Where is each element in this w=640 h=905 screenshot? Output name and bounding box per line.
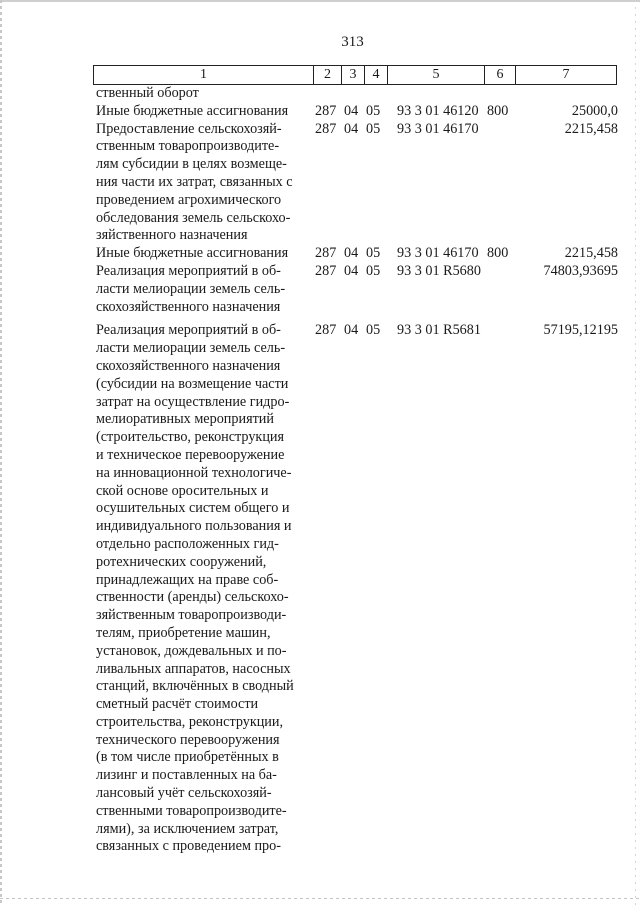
- amount: 25000,0: [571, 102, 618, 119]
- code-grbs: 287: [315, 262, 337, 279]
- scan-edge-bottom: [0, 898, 640, 899]
- description-line: принадлежащих на праве соб-: [96, 571, 279, 588]
- description-line: Предоставление сельскохозяй-: [96, 120, 282, 137]
- row-description: [96, 85, 306, 103]
- amount: 2215,458: [564, 120, 618, 137]
- page-number: 313: [341, 34, 364, 50]
- description-line: Реализация мероприятий в об-: [96, 322, 281, 339]
- code-grbs: 287: [315, 245, 337, 262]
- code-expense-type: 800: [487, 245, 509, 262]
- row-description: [96, 245, 306, 263]
- description-line: технического перевооружения: [96, 731, 280, 748]
- code-section: 04: [344, 262, 359, 279]
- row-description: [96, 322, 306, 856]
- description-line: лям субсидии в целях возмеще-: [96, 156, 287, 173]
- description-line: ственный оборот: [96, 85, 199, 101]
- description-line: связанных с проведением про-: [96, 838, 281, 855]
- code-subsection: 05: [366, 262, 381, 279]
- code-target-article: 93 3 01 46170: [397, 120, 479, 137]
- description-line: ласти мелиорации земель сель-: [96, 280, 286, 297]
- description-line: индивидуального пользования и: [96, 518, 292, 535]
- column-header-6: 6: [485, 66, 516, 85]
- code-section: 04: [344, 120, 359, 137]
- code-grbs: 287: [315, 322, 337, 339]
- description-line: ливальных аппаратов, насосных: [96, 660, 291, 677]
- code-subsection: 05: [366, 245, 381, 262]
- description-line: мелиоративных мероприятий: [96, 411, 274, 428]
- description-line: затрат на осуществление гидро-: [96, 393, 290, 410]
- column-header-3: 3: [342, 66, 365, 85]
- amount: 57195,12195: [543, 322, 618, 339]
- code-target-article: 93 3 01 R5681: [397, 322, 481, 339]
- budget-rows: [0, 85, 640, 856]
- description-line: зяйственного назначения: [96, 227, 248, 244]
- code-subsection: 05: [366, 102, 381, 119]
- description-line: Иные бюджетные ассигнования: [96, 102, 289, 119]
- description-line: осушительных систем общего и: [96, 500, 290, 517]
- description-line: зяйственным товаропроизводи-: [96, 607, 287, 624]
- table-row: [0, 85, 640, 103]
- description-line: скохозяйственного назначения: [96, 357, 281, 374]
- table-row: [0, 263, 640, 316]
- column-header-4: 4: [365, 66, 388, 85]
- description-line: лизинг и поставленных на ба-: [96, 767, 277, 784]
- description-line: (субсидии на возмещение части: [96, 375, 289, 392]
- row-description: [96, 263, 306, 316]
- description-line: ственности (аренды) сельскохо-: [96, 589, 289, 606]
- column-header-1: 1: [94, 66, 314, 85]
- column-header-5: 5: [388, 66, 485, 85]
- description-line: лями), за исключением затрат,: [96, 820, 279, 837]
- description-line: Реализация мероприятий в об-: [96, 262, 281, 279]
- code-subsection: 05: [366, 322, 381, 339]
- description-line: телям, приобретение машин,: [96, 624, 271, 641]
- description-line: сметный расчёт стоимости: [96, 696, 259, 713]
- code-target-article: 93 3 01 46120: [397, 102, 479, 119]
- description-line: (строительство, реконструкция: [96, 429, 285, 446]
- column-header-2: 2: [314, 66, 342, 85]
- description-line: лансовый учёт сельскохозяй-: [96, 785, 272, 802]
- column-header-table: [93, 65, 617, 85]
- amount: 74803,93695: [543, 262, 618, 279]
- description-line: ственным товаропроизводите-: [96, 138, 280, 155]
- code-section: 04: [344, 322, 359, 339]
- description-line: установок, дождевальных и по-: [96, 642, 287, 659]
- description-line: ственными товаропроизводите-: [96, 802, 287, 819]
- description-line: ласти мелиорации земель сель-: [96, 340, 286, 357]
- code-section: 04: [344, 245, 359, 262]
- description-line: Иные бюджетные ассигнования: [96, 245, 289, 262]
- description-line: станций, включённых в сводный: [96, 678, 294, 695]
- description-line: отдельно расположенных гид-: [96, 535, 279, 552]
- table-row: [0, 103, 640, 121]
- description-line: и техническое перевооружение: [96, 446, 285, 463]
- description-line: на инновационной технологиче-: [96, 464, 292, 481]
- description-line: строительства, реконструкции,: [96, 713, 284, 730]
- row-description: [96, 103, 306, 121]
- code-section: 04: [344, 102, 359, 119]
- column-header-row: [94, 66, 617, 85]
- code-target-article: 93 3 01 46170: [397, 245, 479, 262]
- scan-edge-top: [0, 0, 640, 2]
- description-line: (в том числе приобретённых в: [96, 749, 279, 766]
- code-expense-type: 800: [487, 102, 509, 119]
- code-grbs: 287: [315, 102, 337, 119]
- description-line: скохозяйственного назначения: [96, 298, 281, 315]
- code-subsection: 05: [366, 120, 381, 137]
- description-line: ротехнических сооружений,: [96, 553, 267, 570]
- amount: 2215,458: [564, 245, 618, 262]
- table-row: [0, 322, 640, 856]
- table-row: [0, 245, 640, 263]
- row-description: [96, 121, 306, 246]
- description-line: обследования земель сельскохо-: [96, 209, 291, 226]
- code-target-article: 93 3 01 R5680: [397, 262, 481, 279]
- description-line: ской основе оросительных и: [96, 482, 269, 499]
- description-line: проведением агрохимического: [96, 191, 282, 208]
- column-header-7: 7: [516, 66, 617, 85]
- code-grbs: 287: [315, 120, 337, 137]
- table-row: [0, 121, 640, 246]
- description-line: ния части их затрат, связанных с: [96, 173, 293, 190]
